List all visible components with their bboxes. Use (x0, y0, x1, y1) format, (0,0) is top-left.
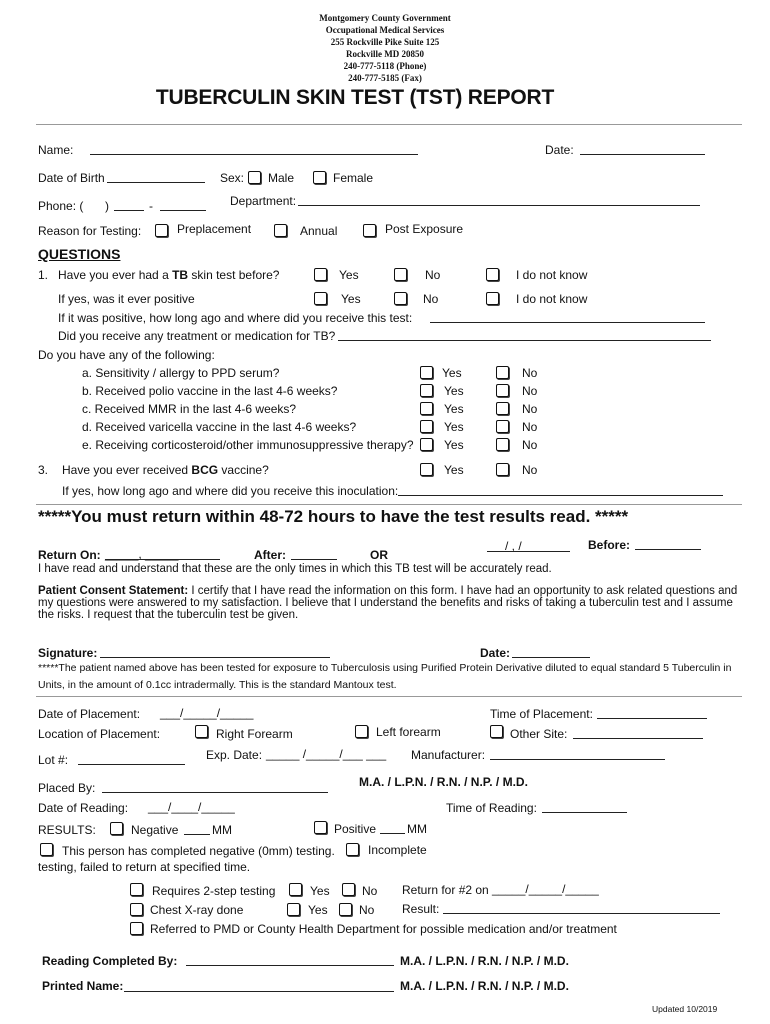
placement-date-field[interactable]: ___/_____/_____ (160, 706, 254, 720)
dob-label: Date of Birth (38, 171, 105, 185)
before-field[interactable] (635, 549, 701, 550)
placement-date-label: Date of Placement: (38, 707, 141, 721)
left-forearm-checkbox[interactable] (355, 725, 368, 738)
q2b-yes-label: Yes (444, 384, 464, 398)
placement-time-field[interactable] (597, 718, 707, 719)
manufacturer-field[interactable] (490, 759, 665, 760)
q3-yes-checkbox[interactable] (420, 463, 433, 476)
positive-label: Positive (334, 822, 377, 836)
q2b-text: b. Received polio vaccine in the last 4-6 weeks? (82, 384, 338, 398)
annual-checkbox[interactable] (274, 224, 287, 237)
q2c-yes-checkbox[interactable] (420, 402, 433, 415)
q2e-yes-checkbox[interactable] (420, 438, 433, 451)
divider (36, 696, 742, 697)
q1b-dont-know-checkbox[interactable] (486, 292, 499, 305)
q1c-text: If it was positive, how long ago and where did you receive this test: (58, 311, 413, 325)
return-2-label: Return for #2 on (402, 883, 489, 897)
referred-checkbox[interactable] (130, 922, 143, 935)
placed-by-label: Placed By: (38, 781, 96, 795)
post-exposure-checkbox[interactable] (363, 224, 376, 237)
phone-line-field[interactable] (160, 210, 206, 211)
q2d-text: d. Received varicella vaccine in the last 4-6 weeks? (82, 420, 357, 434)
q2d-yes-checkbox[interactable] (420, 420, 433, 433)
address-line-2: Rockville MD 20850 (346, 49, 424, 59)
placed-by-field[interactable] (102, 792, 328, 793)
q2b-no-checkbox[interactable] (496, 384, 509, 397)
address-line-1: 255 Rockville Pike Suite 125 (330, 37, 440, 47)
placement-time-label: Time of Placement: (490, 707, 593, 721)
reading-date-label: Date of Reading: (38, 801, 129, 815)
female-label: Female (333, 171, 374, 185)
female-checkbox[interactable] (313, 171, 326, 184)
negative-mm-field[interactable] (184, 834, 210, 835)
q3b-text: If yes, how long ago and where did you receive this inoculation: (62, 484, 399, 498)
signature-field[interactable] (100, 657, 330, 658)
positive-checkbox[interactable] (314, 821, 327, 834)
q2b-yes-checkbox[interactable] (420, 384, 433, 397)
understand-text: I have read and understand that these are the only times in which this TB test will be accurately read. (38, 563, 552, 575)
two-step-yes-checkbox[interactable] (289, 883, 302, 896)
chest-xray-yes-label: Yes (308, 903, 328, 917)
phone-dash: - (149, 199, 153, 213)
lot-field[interactable] (78, 764, 185, 765)
q2-text: Do you have any of the following: (38, 348, 215, 362)
q2b-no-label: No (522, 384, 538, 398)
q2e-text: e. Receiving corticosteroid/other immunosuppressive therapy? (82, 438, 414, 452)
page-title: TUBERCULIN SKIN TEST (TST) REPORT (155, 86, 555, 109)
incomplete-label: Incomplete (368, 843, 427, 857)
negative-checkbox[interactable] (110, 822, 123, 835)
q1d-field[interactable] (338, 340, 711, 341)
q2e-no-label: No (522, 438, 538, 452)
q1-dont-know-checkbox[interactable] (486, 268, 499, 281)
results-label: RESULTS: (38, 823, 96, 837)
chest-xray-no-label: No (359, 903, 375, 917)
completed-by-label: Reading Completed By: (42, 954, 178, 968)
q3-yes-label: Yes (444, 463, 464, 477)
before-label: Before: (588, 538, 631, 552)
signature-label: Signature: (38, 646, 98, 660)
before-date-slashes: / , / (505, 539, 522, 553)
two-step-no-checkbox[interactable] (342, 883, 355, 896)
q2c-no-label: No (522, 402, 538, 416)
consent-label: Patient Consent Statement: (38, 585, 189, 597)
q2a-no-checkbox[interactable] (496, 366, 509, 379)
chest-xray-no-checkbox[interactable] (339, 903, 352, 916)
divider (36, 124, 742, 125)
mantoux-note: *****The patient named above has been tested for exposure to Tuberculosis using Purified Protein Derivative diluted to equal standard 5 Tuberculin in Units, in the amount of 0.1cc intradermally. This is the standard Mantoux test. (38, 662, 732, 691)
preplacement-checkbox[interactable] (155, 224, 168, 237)
completed-by-credentials: M.A. / L.P.N. / R.N. / N.P. / M.D. (400, 954, 569, 968)
q2a-text: a. Sensitivity / allergy to PPD serum? (82, 366, 280, 380)
other-site-field[interactable] (573, 738, 703, 739)
reading-date-field[interactable]: ___/____/_____ (148, 800, 235, 814)
divider (36, 504, 742, 505)
q2d-no-label: No (522, 420, 538, 434)
q1b-text: If yes, was it ever positive (58, 292, 195, 306)
annual-label: Annual (300, 224, 338, 238)
name-field[interactable] (90, 154, 418, 155)
right-forearm-checkbox[interactable] (195, 725, 208, 738)
reason-label: Reason for Testing: (38, 224, 142, 238)
right-forearm-label: Right Forearm (216, 727, 293, 741)
q1b-no-label: No (423, 292, 439, 306)
referred-label: Referred to PMD or County Health Department for possible medication and/or treatment (150, 922, 617, 936)
chest-xray-yes-checkbox[interactable] (287, 903, 300, 916)
fax-number: 240-777-5185 (Fax) (348, 73, 422, 83)
signature-date-label: Date: (480, 646, 511, 660)
questions-heading: QUESTIONS (38, 246, 121, 262)
two-step-no-label: No (362, 884, 378, 898)
incomplete-checkbox[interactable] (346, 843, 359, 856)
consent-statement (38, 585, 738, 621)
lot-label: Lot #: (38, 753, 69, 767)
q2d-no-checkbox[interactable] (496, 420, 509, 433)
two-step-label: Requires 2-step testing (152, 884, 276, 898)
printed-name-label: Printed Name: (42, 979, 124, 993)
placed-by-credentials: M.A. / L.P.N. / R.N. / N.P. / M.D. (359, 775, 528, 789)
phone-label: Phone: ( (38, 199, 84, 213)
exp-date-label: Exp. Date: (206, 748, 263, 762)
return-on-blank: _____, _____ (105, 547, 179, 561)
male-checkbox[interactable] (248, 171, 261, 184)
q1-yes-checkbox[interactable] (314, 268, 327, 281)
q2d-yes-label: Yes (444, 420, 464, 434)
male-label: Male (268, 171, 295, 185)
dob-field[interactable] (107, 182, 205, 183)
result-label: Result: (402, 902, 440, 916)
chest-xray-checkbox[interactable] (130, 903, 143, 916)
exp-date-field[interactable]: _____ /_____/___ ___ (266, 747, 387, 761)
date-label: Date: (545, 143, 574, 157)
negative-mm-unit: MM (212, 823, 232, 837)
chest-xray-label: Chest X-ray done (150, 903, 244, 917)
post-exposure-label: Post Exposure (385, 222, 464, 236)
other-site-checkbox[interactable] (490, 725, 503, 738)
q2a-no-label: No (522, 366, 538, 380)
q1-no-checkbox[interactable] (394, 268, 407, 281)
q3b-field[interactable] (398, 495, 723, 496)
positive-mm-unit: MM (407, 822, 427, 836)
q1-text-post: skin test before? (188, 268, 280, 282)
q1c-field[interactable] (430, 322, 705, 323)
reading-time-label: Time of Reading: (446, 801, 537, 815)
q2c-text: c. Received MMR in the last 4-6 weeks? (82, 402, 297, 416)
two-step-checkbox[interactable] (130, 883, 143, 896)
or-label: OR (370, 548, 388, 562)
completed-negative-label: This person has completed negative (0mm) testing. (62, 844, 335, 858)
positive-mm-field[interactable] (380, 833, 405, 834)
two-step-yes-label: Yes (310, 884, 330, 898)
q3-text-bold: BCG (191, 463, 219, 477)
q1-yes-label: Yes (339, 268, 359, 282)
manufacturer-label: Manufacturer: (411, 748, 486, 762)
result-field[interactable] (443, 913, 720, 914)
q1-number: 1. (38, 268, 49, 282)
return-2-field[interactable]: _____/_____/_____ (492, 882, 599, 896)
q1b-yes-checkbox[interactable] (314, 292, 327, 305)
printed-name-credentials: M.A. / L.P.N. / R.N. / N.P. / M.D. (400, 979, 569, 993)
phone-paren: ) (105, 199, 109, 213)
phone-number: 240-777-5118 (Phone) (343, 61, 427, 71)
location-label: Location of Placement: (38, 727, 161, 741)
q1b-yes-label: Yes (341, 292, 361, 306)
after-field[interactable] (291, 559, 337, 560)
return-on-label: Return On: (38, 548, 101, 562)
dept-name: Occupational Medical Services (325, 25, 445, 35)
consent-text: I certify that I have read the information on this form. I have had an opportunity to ask related questions and my questions were answered to my satisfaction. I believe that I understand the benefits and risks of taking a tuberculin test and I assume the risks. I request that the tuberculin test be given. (38, 585, 738, 621)
return-on-field[interactable] (105, 559, 220, 560)
q1d-text: Did you receive any treatment or medication for TB? (58, 329, 336, 343)
q2c-no-checkbox[interactable] (496, 402, 509, 415)
q1b-dont-know-label: I do not know (516, 292, 588, 306)
name-label: Name: (38, 143, 74, 157)
date-field[interactable] (580, 154, 705, 155)
q1-text-pre: Have you ever had a (58, 268, 173, 282)
q3-no-label: No (522, 463, 538, 477)
department-field[interactable] (298, 205, 700, 206)
failed-return-label: testing, failed to return at specified time. (38, 860, 251, 874)
q1-text-bold: TB (172, 268, 189, 282)
preplacement-label: Preplacement (177, 222, 252, 236)
q3-number: 3. (38, 463, 49, 477)
return-notice: *****You must return within 48-72 hours to have the test results read. ***** (38, 507, 629, 526)
q1-dont-know-label: I do not know (516, 268, 588, 282)
q1b-no-checkbox[interactable] (394, 292, 407, 305)
q2a-yes-checkbox[interactable] (420, 366, 433, 379)
printed-name-field[interactable] (124, 991, 394, 992)
before-date-field[interactable] (487, 551, 570, 552)
signature-date-field[interactable] (512, 657, 590, 658)
phone-prefix-field[interactable] (114, 210, 144, 211)
department-label: Department: (230, 194, 297, 208)
q2e-no-checkbox[interactable] (496, 438, 509, 451)
q2a-yes-label: Yes (442, 366, 462, 380)
other-site-label: Other Site: (510, 727, 568, 741)
negative-label: Negative (131, 823, 179, 837)
q2e-yes-label: Yes (444, 438, 464, 452)
q3-text (62, 463, 269, 477)
completed-by-field[interactable] (186, 965, 394, 966)
left-forearm-label: Left forearm (376, 725, 441, 739)
q2c-yes-label: Yes (444, 402, 464, 416)
reading-time-field[interactable] (542, 812, 627, 813)
q1-text (58, 268, 279, 282)
sex-label: Sex: (220, 171, 245, 185)
org-name: Montgomery County Government (319, 13, 451, 23)
q3-text-pre: Have you ever received (62, 463, 192, 477)
q3-text-post: vaccine? (218, 463, 269, 477)
after-label: After: (254, 548, 286, 562)
updated-date: Updated 10/2019 (652, 1004, 718, 1014)
q3-no-checkbox[interactable] (496, 463, 509, 476)
q1-no-label: No (425, 268, 441, 282)
completed-negative-checkbox[interactable] (40, 843, 53, 856)
